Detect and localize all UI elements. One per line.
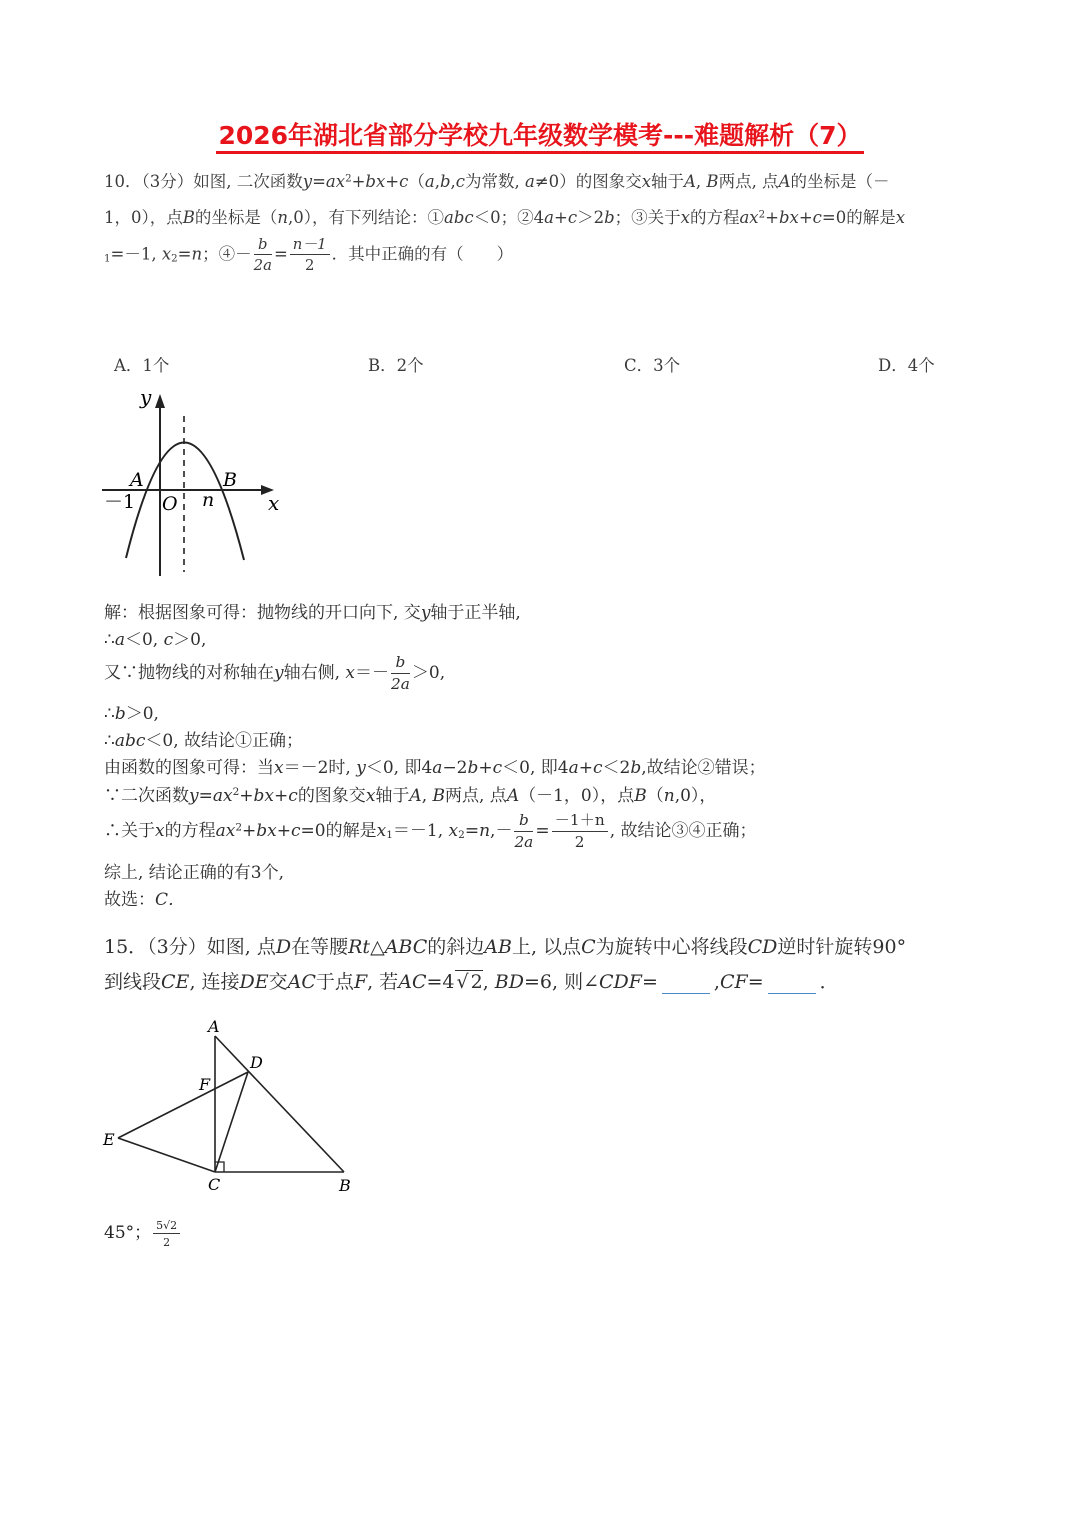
solution-text: ＞0, bbox=[411, 663, 446, 684]
label-O: O bbox=[162, 493, 178, 515]
solution-text: ＜0, bbox=[124, 630, 159, 650]
solution-fraction-2 bbox=[514, 812, 533, 851]
q10-fraction-2-num: n－1 bbox=[290, 236, 330, 255]
q10-text: ；③关于 bbox=[614, 208, 681, 227]
q15-text: 于点 bbox=[315, 971, 354, 993]
solution-line-9: 综上, 结论正确的有3个, bbox=[104, 863, 285, 883]
solution-fraction-den: 2 bbox=[574, 832, 585, 851]
y-axis-arrow bbox=[155, 394, 165, 408]
q10-text: ．其中正确的有（ ） bbox=[331, 244, 514, 264]
solution-fraction-den: 2a bbox=[391, 674, 410, 693]
solution-text: ＝－1, bbox=[392, 821, 444, 842]
option-d[interactable]: D．4个 bbox=[878, 356, 935, 375]
q10-text: 轴于 bbox=[651, 172, 684, 191]
page-title-text: 2026年湖北省部分学校九年级数学模考---难题解析（7） bbox=[216, 121, 863, 154]
q10-text: （ bbox=[408, 172, 425, 191]
solution-fraction-num: －1＋n bbox=[552, 812, 608, 832]
q10-text: ,0），有下列结论：① bbox=[288, 208, 445, 227]
q10-line-1: 10．（3分）如图, 二次函数$y=ax^2+bx+c(a,b,c$为常数, a≠0）的图象交x轴于A, B两点, 点A的坐标是（－ bbox=[104, 172, 890, 191]
q10-text: =－1, bbox=[110, 244, 157, 264]
label-A: A bbox=[130, 469, 144, 491]
q15-text: = bbox=[747, 971, 764, 993]
solution-line-8: ∴关于x的方程$ax^2+bx+c=0$的解是$x_1=-1$, $x_2=n,-$ $\frac{b}{2a}$ = $\frac{-1+n}{2}$ , 故结论③④正确； bbox=[104, 811, 757, 851]
q10-text: 如图, 二次函数 bbox=[193, 172, 303, 191]
q10-number: 10．（3分） bbox=[104, 172, 194, 191]
solution-text: ＞0, bbox=[173, 630, 207, 650]
q15-line-2: 到线段CE, 连接DE交AC于点F, 若AC=4 √ 2, BD=6, 则∠CDF= ,CF= ． bbox=[104, 971, 839, 993]
solution-text: ,－ bbox=[490, 821, 513, 842]
solution-line-1: 解：根据图象可得：抛物线的开口向下, 交y轴于正半轴, bbox=[104, 603, 521, 623]
q15-sqrt-value: 2 bbox=[470, 971, 483, 993]
q15-text: =6, 则∠ bbox=[524, 971, 600, 993]
q15-text: 逆时针旋转90° bbox=[777, 936, 907, 958]
solution-line-2: ∴a＜0, c＞0, bbox=[104, 630, 207, 650]
label-E: E bbox=[103, 1130, 115, 1149]
parabola-curve bbox=[126, 442, 244, 560]
label-D: D bbox=[250, 1053, 263, 1072]
solution-text: ∴ bbox=[104, 704, 115, 724]
answer-fraction-num: 5√2 bbox=[153, 1219, 180, 1234]
q15-text: = bbox=[641, 971, 658, 993]
q10-text: ；④－ bbox=[202, 244, 252, 264]
answer-blank-2[interactable] bbox=[768, 976, 816, 994]
q10-text: =0的解是 bbox=[821, 208, 896, 227]
solution-text: ＜0, 故结论①正确； bbox=[145, 731, 303, 751]
q15-text: 的斜边 bbox=[427, 936, 485, 958]
solution-text: ＜0, 即4 bbox=[502, 758, 569, 778]
q15-text: 交 bbox=[268, 971, 288, 993]
q10-line-2: 1，0），点B的坐标是（n,0），有下列结论：①abc＜0；②4a+c＞2b；③关于x的方程$ax^2+bx+c=0$的解是x bbox=[104, 208, 906, 227]
solution-text: ＜0, 即4 bbox=[365, 758, 433, 778]
q15-text: 15．（3分）如图, 点 bbox=[104, 936, 276, 958]
q15-text: , 若 bbox=[367, 971, 399, 993]
solution-text: 解：根据图象可得：抛物线的开口向下, 交 bbox=[104, 603, 421, 623]
solution-line-4: ∴b＞0, bbox=[104, 704, 159, 724]
label-C: C bbox=[208, 1175, 221, 1194]
q15-text: ． bbox=[819, 971, 839, 993]
answer-fraction-den: 2 bbox=[163, 1235, 171, 1249]
solution-text: 又∵抛物线的对称轴在 bbox=[104, 663, 274, 684]
label-F: F bbox=[199, 1075, 211, 1094]
solution-text: =0的解是 bbox=[300, 821, 377, 842]
option-c[interactable]: C．3个 bbox=[624, 356, 681, 375]
q15-text: , bbox=[713, 971, 720, 993]
solution-fraction-den: 2a bbox=[514, 832, 534, 851]
solution-text: （－1，0），点 bbox=[519, 786, 635, 806]
solution-text: ∴关于 bbox=[104, 821, 155, 842]
label-A: A bbox=[208, 1017, 220, 1036]
segment-ED bbox=[118, 1072, 248, 1138]
solution-text: ,故结论②错误； bbox=[641, 758, 766, 778]
label-n: n bbox=[202, 489, 215, 511]
solution-text: ∵二次函数 bbox=[104, 786, 189, 806]
label-x: x bbox=[268, 491, 280, 515]
q15-text: , bbox=[482, 971, 489, 993]
label-y: y bbox=[140, 386, 152, 409]
q15-text: , 连接 bbox=[189, 971, 240, 993]
solution-text: ,0）， bbox=[674, 786, 717, 806]
solution-line-10 bbox=[104, 889, 185, 911]
option-a[interactable]: A．1个 bbox=[114, 356, 170, 375]
option-b[interactable]: B．2个 bbox=[368, 356, 424, 375]
q10-text: 的坐标是（－ bbox=[790, 172, 890, 191]
solution-text: 轴于 bbox=[375, 786, 410, 806]
label-B: B bbox=[223, 469, 237, 491]
solution-text: 的图象交 bbox=[297, 786, 366, 806]
label-B: B bbox=[339, 1176, 351, 1195]
q10-text: 为常数, bbox=[465, 172, 520, 191]
q10-fraction-2-den: 2 bbox=[304, 256, 315, 275]
q15-text: 在等腰 bbox=[291, 936, 349, 958]
solution-line-5: ∴abc＜0, 故结论①正确； bbox=[104, 731, 303, 751]
answer-blank-1[interactable] bbox=[662, 976, 710, 994]
segment-AB bbox=[215, 1036, 344, 1172]
q10-fraction-2 bbox=[290, 236, 330, 274]
solution-text: ∴ bbox=[104, 731, 115, 751]
q15-text: 为旋转中心将线段 bbox=[595, 936, 748, 958]
q10-text: ）的图象交 bbox=[559, 172, 642, 191]
solution-line-6: 由函数的图象可得：当x＝－2时, y＜0, 即4a−2b+c＜0, 即4a+c＜2b,故结论②错误； bbox=[104, 758, 766, 778]
segment-EC bbox=[118, 1138, 215, 1172]
solution-text: 的方程 bbox=[164, 821, 216, 842]
q15-text: 到线段 bbox=[104, 971, 162, 993]
q10-fraction-1-den: 2a bbox=[253, 256, 272, 275]
solution-text: 两点, 点 bbox=[445, 786, 507, 806]
q10-text: 1，0），点 bbox=[104, 208, 183, 227]
q10-line-3: $_1$=－1, $x_2=n$；④－ $\frac{b}{2a}$ = $\frac{n-1}{2}$ ．其中正确的有（ ） bbox=[104, 235, 514, 275]
solution-fraction-3 bbox=[552, 812, 608, 851]
solution-text: ＞0, bbox=[125, 704, 159, 724]
solution-text: , 故结论③④正确； bbox=[609, 821, 757, 842]
q10-text: 的坐标是（ bbox=[194, 208, 278, 227]
label-minus-1: －1 bbox=[104, 491, 136, 513]
solution-fraction-num: b bbox=[391, 654, 410, 674]
solution-choice: C． bbox=[155, 890, 186, 910]
solution-text: 故选： bbox=[104, 890, 155, 910]
answer-fraction bbox=[153, 1219, 180, 1249]
solution-text: （ bbox=[646, 786, 664, 806]
triangle-figure bbox=[98, 1012, 362, 1198]
q15-answer bbox=[104, 1218, 182, 1249]
solution-fraction-1 bbox=[391, 654, 410, 693]
q10-fraction-1-num: b bbox=[254, 236, 272, 255]
solution-text: ＝－ bbox=[355, 663, 390, 684]
solution-line-7: ∵二次函数$y=ax^2+bx+c$的图象交x轴于A, B两点, 点A（－1，0），点B（n,0）， bbox=[104, 786, 717, 806]
q10-text: ；②4 bbox=[500, 208, 545, 227]
solution-text: ∴ bbox=[104, 630, 115, 650]
parabola-figure bbox=[98, 386, 298, 582]
solution-fraction-num: b bbox=[514, 812, 533, 832]
q15-text: =4 bbox=[426, 971, 455, 993]
q15-text: 上, 以点 bbox=[511, 936, 582, 958]
q15-line-1: 15．（3分）如图, 点D在等腰Rt△ABC的斜边AB上, 以点C为旋转中心将线段CD逆时针旋转90° bbox=[104, 936, 907, 958]
solution-text: 轴右侧, bbox=[283, 663, 341, 684]
solution-text: 由函数的图象可得：当 bbox=[104, 758, 274, 778]
solution-line-3: 又∵抛物线的对称轴在y轴右侧, x＝－ $\frac{b}{2a}$ ＞0, bbox=[104, 653, 446, 693]
solution-text: ＝－2时, bbox=[283, 758, 351, 778]
solution-text: 轴于正半轴, bbox=[430, 603, 521, 623]
q10-text: 的方程 bbox=[689, 208, 740, 227]
page-title bbox=[0, 116, 1080, 152]
q10-text: 两点, 点 bbox=[718, 172, 779, 191]
q10-fraction-1 bbox=[254, 236, 272, 274]
answer-angle: 45°； bbox=[104, 1223, 152, 1243]
